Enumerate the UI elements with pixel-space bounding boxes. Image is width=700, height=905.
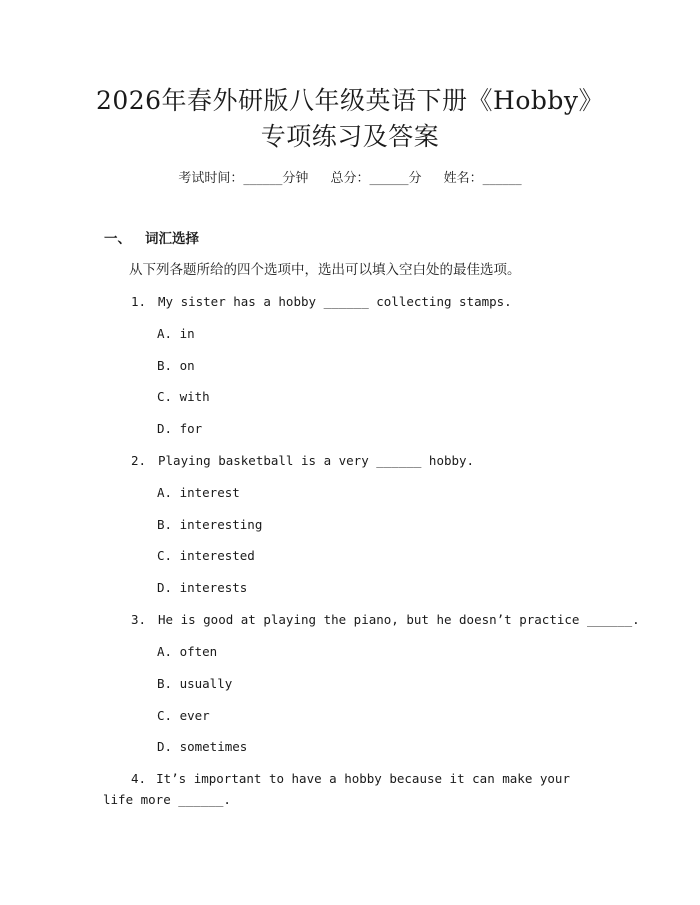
exam-info — [0, 170, 700, 188]
question-number: 1. — [131, 294, 147, 309]
section-number: 一、 — [104, 231, 131, 247]
total-score: 总分：______分 — [330, 171, 422, 186]
question-number: 4. — [131, 771, 147, 786]
question-text: It’s important to have a hobby because it can make your life more ______. — [103, 771, 570, 807]
question-4 — [103, 768, 583, 810]
exam-time: 考试时间：______分钟 — [178, 171, 309, 186]
section-heading — [104, 230, 199, 248]
option-3c: C. ever — [157, 708, 210, 723]
question-3 — [131, 611, 640, 629]
question-2 — [131, 452, 474, 470]
section-instruction: 从下列各题所给的四个选项中，选出可以填入空白处的最佳选项。 — [129, 262, 521, 278]
question-text: He is good at playing the piano, but he doesn’t practice ______. — [158, 612, 640, 627]
student-name: 姓名：______ — [443, 171, 522, 186]
section-title: 词汇选择 — [145, 231, 199, 247]
question-text: Playing basketball is a very ______ hobby. — [158, 453, 475, 468]
question-text: My sister has a hobby ______ collecting stamps. — [158, 294, 512, 309]
option-1a: A. in — [157, 326, 195, 341]
question-1 — [131, 293, 512, 311]
option-3d: D. sometimes — [157, 739, 248, 754]
document-title: 2026年春外研版八年级英语下册《Hobby》 — [95, 86, 605, 115]
option-1c: C. with — [157, 389, 210, 404]
option-2d: D. interests — [157, 580, 248, 595]
option-2b: B. interesting — [157, 517, 263, 532]
option-3b: B. usually — [157, 676, 233, 691]
document-subtitle: 专项练习及答案 — [260, 122, 440, 151]
option-2c: C. interested — [157, 548, 255, 563]
option-1b: B. on — [157, 358, 195, 373]
question-number: 2. — [131, 453, 147, 468]
option-2a: A. interest — [157, 485, 240, 500]
option-1d: D. for — [157, 421, 203, 436]
option-3a: A. often — [157, 644, 218, 659]
question-number: 3. — [131, 612, 147, 627]
